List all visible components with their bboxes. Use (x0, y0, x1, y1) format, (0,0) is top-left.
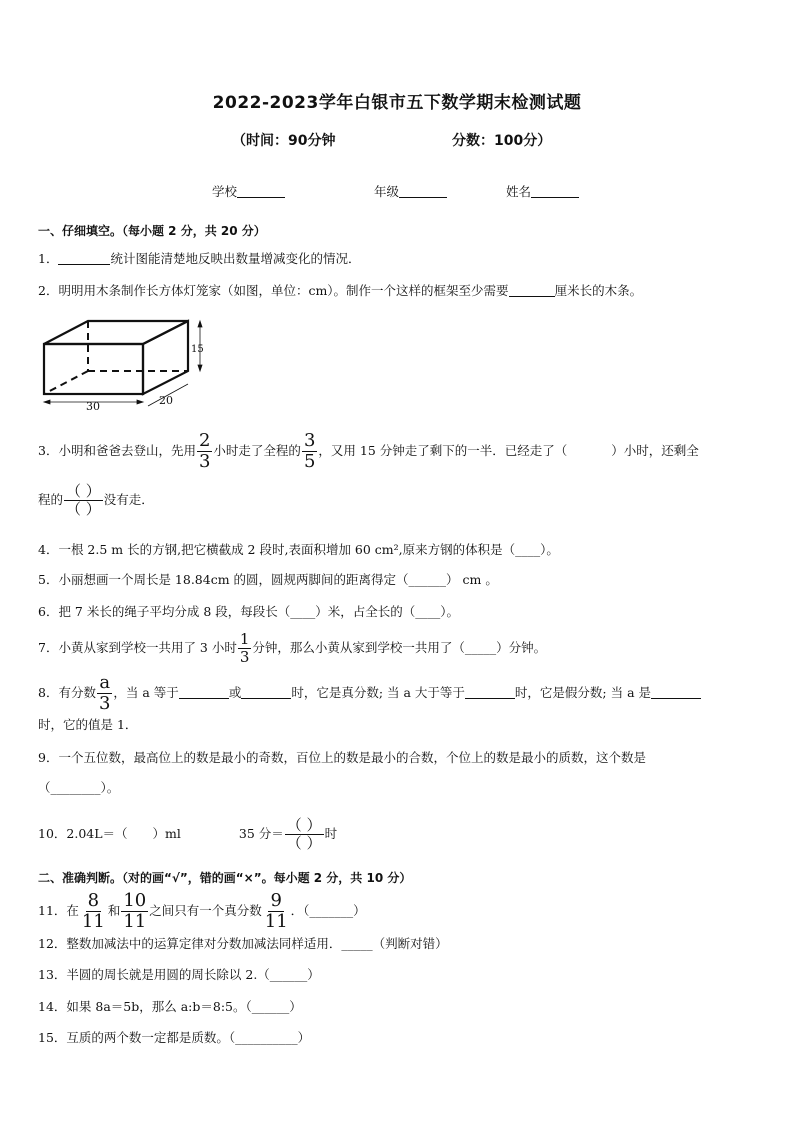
width-label: 20 (159, 394, 173, 407)
question-1 (38, 250, 360, 268)
grade-field (374, 182, 447, 200)
q3-fraction-1: $\frac{2}{3}$ (198, 430, 211, 472)
q11-fraction-1: $\frac{8}{11}$ (81, 890, 105, 932)
q8-blank-1[interactable] (179, 685, 229, 699)
question-3 (38, 432, 699, 471)
q10-text-b: 35 分＝ (238, 826, 284, 841)
question-8-cont: 时，它的值是 1． (38, 717, 138, 732)
question-5: 5．小丽想画一个周长是 18.84cm 的圆，圆规两脚间的距离得定（______） cm 。 (38, 572, 498, 587)
question-11 (38, 892, 366, 931)
q2-blank[interactable] (509, 283, 555, 297)
q11-text-c: 之间只有一个真分数 (149, 903, 262, 918)
q8-blank-3[interactable] (465, 685, 515, 699)
exam-time: （时间：90分钟 (232, 133, 336, 149)
q3-blank-fraction[interactable]: $\frac{( )}{( )}$ (66, 482, 101, 518)
question-6: 6．把 7 米长的绳子平均分成 8 段，每段长（____）米，占全长的（____）。 (38, 604, 460, 619)
q3-fraction-2: $\frac{3}{5}$ (303, 430, 316, 472)
q8-fraction: $\frac{a}{3}$ (98, 672, 111, 714)
q3-text-e: 程的 (38, 492, 64, 507)
q11-text-b: 和 (107, 903, 121, 918)
q10-text-a: 10．2.04L＝（ ）ml (38, 826, 181, 841)
q7-fraction: $\frac{1}{3}$ (239, 630, 250, 666)
hidden-edge-depth (44, 371, 88, 394)
question-8 (38, 674, 701, 713)
question-9-cont: （________）。 (38, 780, 120, 795)
question-7 (38, 632, 546, 665)
question-3-cont (38, 484, 154, 517)
q8-blank-4[interactable] (651, 685, 701, 699)
cuboid-front-face (44, 344, 143, 394)
q7-text-a: 7．小黄从家到学校一共用了 3 小时 (38, 640, 237, 655)
question-4: 4．一根 2.5 m 长的方钢,把它横截成 2 段时,表面积增加 60 cm²,原来方钢的体积是（____）。 (38, 542, 559, 557)
school-field (212, 182, 285, 200)
q3-text-c: ，又用 15 分钟走了剩下的一半．已经走了（ (318, 443, 568, 458)
q3-text-f: 没有走． (103, 492, 154, 507)
q11-text-a: 11．在 (38, 903, 79, 918)
q2-text-b: 厘米长的木条。 (554, 283, 643, 298)
grade-blank[interactable] (399, 184, 447, 198)
page-title: 2022-2023学年白银市五下数学期末检测试题 (212, 93, 582, 113)
name-blank[interactable] (531, 184, 579, 198)
q3-text-a: 3．小明和爸爸去登山，先用 (38, 443, 196, 458)
cuboid-figure (36, 316, 216, 412)
q8-text-d: 时，它是真分数; 当 a 大于等于 (291, 685, 465, 700)
name-label: 姓名 (506, 184, 532, 199)
q10-text-c: 时 (324, 826, 338, 841)
height-label: 15 (191, 344, 204, 355)
school-label: 学校 (212, 184, 238, 199)
q10-blank-fraction[interactable]: $\frac{( )}{( )}$ (286, 816, 322, 852)
question-14: 14．如果 8a＝5b，那么 a:b＝8:5。（______） (38, 999, 302, 1014)
cuboid-side-face (143, 321, 188, 394)
q3-text-d: ）小时，还剩全 (611, 443, 699, 458)
name-field (506, 182, 579, 200)
q8-text-b: ，当 a 等于 (113, 685, 179, 700)
q1-text: 统计图能清楚地反映出数量增减变化的情况． (110, 251, 361, 266)
q8-text-e: 时，它是假分数; 当 a 是 (514, 685, 652, 700)
q11-text-d: ．（_______） (290, 903, 366, 918)
q1-number: 1． (38, 251, 59, 266)
q8-blank-2[interactable] (241, 685, 291, 699)
question-13: 13．半圆的周长就是用圆的周长除以 2.（______） (38, 967, 320, 982)
q8-text-c: 或 (228, 685, 242, 700)
exam-score: 分数：100分） (452, 133, 552, 149)
question-2 (38, 282, 642, 300)
question-15: 15．互质的两个数一定都是质数。（__________） (38, 1030, 311, 1045)
q1-blank[interactable] (58, 251, 110, 265)
section-2-heading: 二、准确判断。（对的画“√”，错的画“×”。每小题 2 分，共 10 分） (38, 871, 412, 885)
q3-text-b: 小时走了全程的 (213, 443, 301, 458)
school-blank[interactable] (237, 184, 285, 198)
q11-fraction-2: $\frac{10}{11}$ (123, 890, 147, 932)
question-10 (38, 818, 337, 851)
q8-text-a: 8．有分数 (38, 685, 96, 700)
length-label: 30 (86, 400, 100, 412)
grade-label: 年级 (374, 184, 400, 199)
q7-text-b: 分钟，那么小黄从家到学校一共用了（_____）分钟。 (252, 640, 547, 655)
q11-fraction-3: $\frac{9}{11}$ (264, 890, 288, 932)
q2-text-a: 2．明明用木条制作长方体灯笼家（如图，单位：cm）。制作一个这样的框架至少需要 (38, 283, 509, 298)
question-9: 9．一个五位数，最高位上的数是最小的奇数，百位上的数是最小的合数，个位上的数是最小的质数，这个数是 (38, 750, 646, 765)
section-1-heading: 一、仔细填空。（每小题 2 分，共 20 分） (38, 224, 266, 238)
question-12: 12．整数加减法中的运算定律对分数加减法同样适用．_____（判断对错） (38, 936, 448, 951)
